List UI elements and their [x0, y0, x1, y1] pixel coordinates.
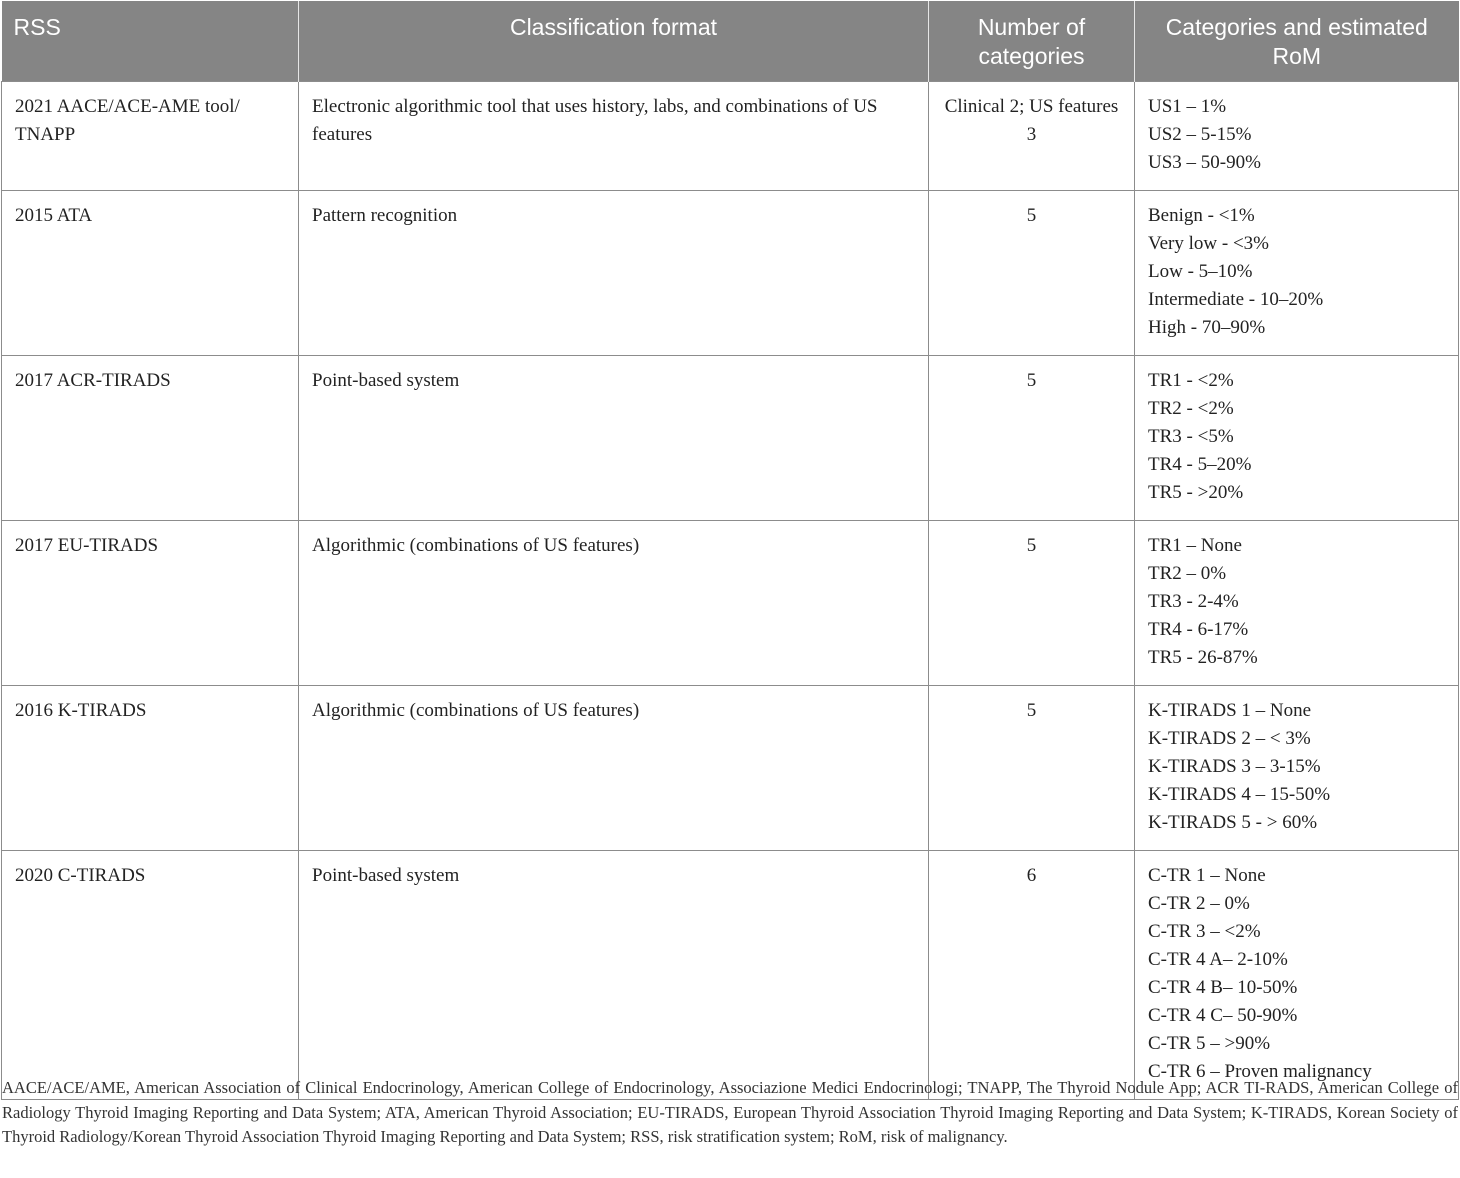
- table-footnote: AACE/ACE/AME, American Association of Clinical Endocrinology, American College of Endocrinology, Associazione Medici Endocrinologi; TNAPP, The Thyroid Nodule App; ACR TI-RADS, American College of Radiology Thyroid Imaging Reporting and Data System; ATA, American Thyroid Association; EU-TIRADS, European Thyroid Association Thyroid Imaging Reporting and Data System; K-TIRADS, Korean Society of Thyroid Radiology/Korean Thyroid Association Thyroid Imaging Reporting and Data System; RSS, risk stratification system; RoM, risk of malignancy.: [2, 1078, 1458, 1146]
- category-item: TR5 - 26-87%: [1148, 647, 1258, 668]
- category-item: C-TR 4 C– 50-90%: [1148, 1005, 1298, 1026]
- category-item: K-TIRADS 2 – < 3%: [1148, 728, 1311, 749]
- category-item: High - 70–90%: [1148, 317, 1266, 338]
- format-cell: Point-based system: [299, 356, 929, 521]
- category-item: US2 – 5-15%: [1148, 124, 1252, 145]
- category-item: C-TR 2 – 0%: [1148, 893, 1250, 914]
- category-item: US3 – 50-90%: [1148, 152, 1261, 173]
- categories-cell: [1135, 191, 1459, 356]
- category-item: TR5 - >20%: [1148, 482, 1244, 503]
- category-item: Intermediate - 10–20%: [1148, 289, 1324, 310]
- format-cell: Algorithmic (combinations of US features): [299, 686, 929, 851]
- format-cell: Electronic algorithmic tool that uses history, labs, and combinations of US features: [299, 82, 929, 191]
- category-item: TR1 – None: [1148, 535, 1242, 556]
- categories-cell: [1135, 82, 1459, 191]
- category-item: K-TIRADS 1 – None: [1148, 700, 1312, 721]
- categories-cell: [1135, 521, 1459, 686]
- rss-cell: 2021 AACE/ACE-AME tool/ TNAPP: [2, 82, 299, 191]
- category-item: Very low - <3%: [1148, 233, 1269, 254]
- rss-cell: 2016 K-TIRADS: [2, 686, 299, 851]
- format-cell: Algorithmic (combinations of US features): [299, 521, 929, 686]
- header-classification-format: Classification format: [299, 1, 929, 82]
- category-item: TR3 - <5%: [1148, 426, 1234, 447]
- header-rss: RSS: [2, 1, 299, 82]
- table-row: [2, 521, 1459, 686]
- category-item: C-TR 5 – >90%: [1148, 1033, 1271, 1054]
- category-item: C-TR 3 – <2%: [1148, 921, 1261, 942]
- count-cell: Clinical 2; US features 3: [929, 82, 1135, 191]
- count-cell: 5: [929, 356, 1135, 521]
- header-categories-rom: Categories and estimated RoM: [1135, 1, 1459, 82]
- category-item: C-TR 4 A– 2-10%: [1148, 949, 1288, 970]
- categories-cell: [1135, 851, 1459, 1100]
- table-row: [2, 191, 1459, 356]
- count-cell: 6: [929, 851, 1135, 1100]
- categories-cell: [1135, 686, 1459, 851]
- category-item: K-TIRADS 4 – 15-50%: [1148, 784, 1331, 805]
- table-row: [2, 356, 1459, 521]
- table-row: [2, 82, 1459, 191]
- rss-cell: 2015 ATA: [2, 191, 299, 356]
- count-cell: 5: [929, 191, 1135, 356]
- category-item: TR2 – 0%: [1148, 563, 1227, 584]
- category-item: C-TR 6 – Proven malignancy: [1148, 1061, 1372, 1082]
- category-item: K-TIRADS 3 – 3-15%: [1148, 756, 1321, 777]
- category-item: TR2 - <2%: [1148, 398, 1234, 419]
- count-cell: 5: [929, 521, 1135, 686]
- table-row: [2, 686, 1459, 851]
- format-cell: Pattern recognition: [299, 191, 929, 356]
- rss-cell: 2017 ACR-TIRADS: [2, 356, 299, 521]
- rss-cell: 2020 C-TIRADS: [2, 851, 299, 1100]
- category-item: TR1 - <2%: [1148, 370, 1234, 391]
- category-item: TR4 - 5–20%: [1148, 454, 1252, 475]
- format-cell: Point-based system: [299, 851, 929, 1100]
- categories-cell: [1135, 356, 1459, 521]
- rss-cell: 2017 EU-TIRADS: [2, 521, 299, 686]
- count-cell: 5: [929, 686, 1135, 851]
- category-item: K-TIRADS 5 - > 60%: [1148, 812, 1318, 833]
- category-item: US1 – 1%: [1148, 96, 1227, 117]
- category-item: C-TR 1 – None: [1148, 865, 1266, 886]
- category-item: C-TR 4 B– 10-50%: [1148, 977, 1298, 998]
- rss-comparison-table: [1, 1, 1459, 1100]
- category-item: TR3 - 2-4%: [1148, 591, 1239, 612]
- header-number-of-categories: Number of categories: [929, 1, 1135, 82]
- category-item: TR4 - 6-17%: [1148, 619, 1249, 640]
- table-header-row: [2, 1, 1459, 82]
- table-row: [2, 851, 1459, 1100]
- category-item: Benign - <1%: [1148, 205, 1255, 226]
- category-item: Low - 5–10%: [1148, 261, 1253, 282]
